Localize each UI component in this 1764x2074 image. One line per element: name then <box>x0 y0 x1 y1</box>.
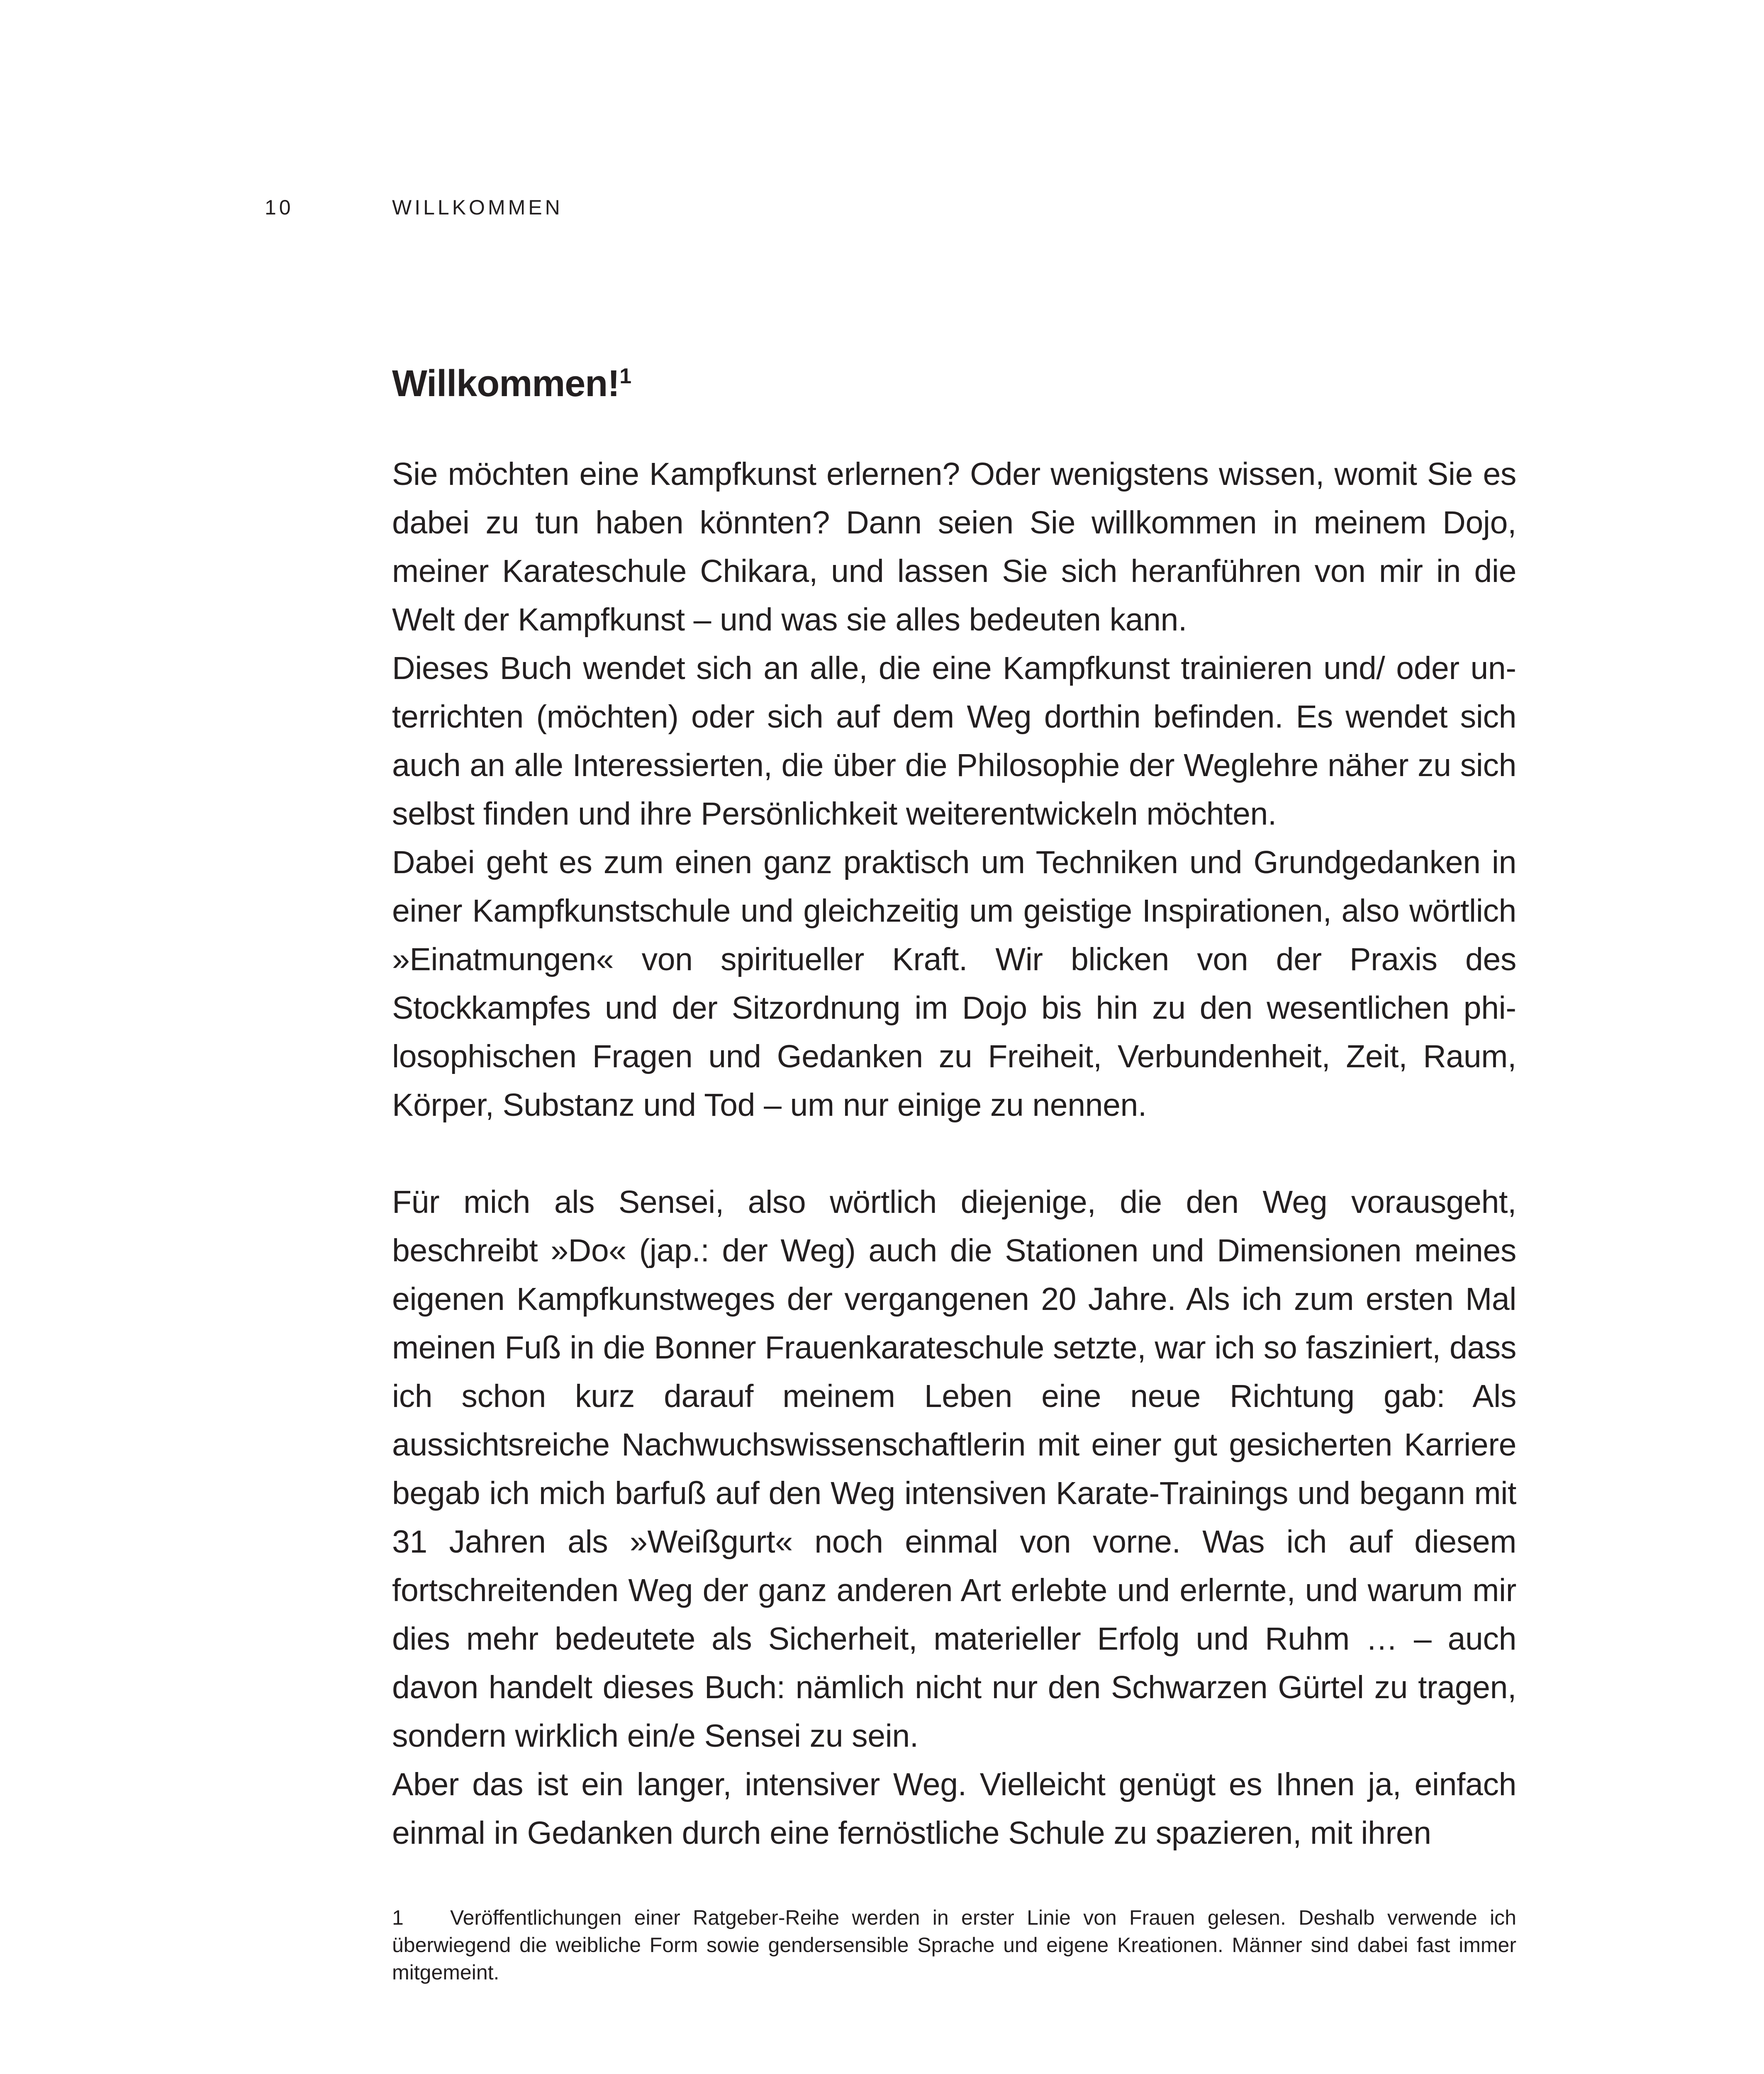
paragraph: Dieses Buch wendet sich an alle, die eine Kampfkunst trainieren und/ oder unterrichten (möchten) oder sich auf dem Weg dorthin befinden. Es wendet sich auch an alle Interessierten, die über die Philosophie der Weglehre näher zu sich selbst finden und ihre Persönlichkeit weiterentwickeln möchten. <box>392 650 1516 832</box>
running-title: WILLKOMMEN <box>392 196 563 219</box>
page-number: 10 <box>265 196 294 219</box>
chapter-title <box>392 361 1516 407</box>
paragraph: Sie möchten eine Kampfkunst erlernen? Oder wenigstens wissen, womit Sie es dabei zu tun haben könnten? Dann seien Sie willkommen in meinem Dojo, meiner Karateschule Chikara, und lassen Sie sich heranführen von mir in die Welt der Kampfkunst – und was sie alles bedeuten kann. <box>392 456 1516 638</box>
body-text <box>392 450 1516 1857</box>
running-head <box>0 195 1764 220</box>
paragraph: Aber das ist ein langer, intensiver Weg. Vielleicht genügt es Ihnen ja, einfach einmal in Gedanken durch eine fernöstliche Schule zu spazieren, mit ihren <box>392 1767 1516 1851</box>
footnote-number: 1 <box>392 1906 404 1929</box>
footnote-text: Veröffentlichungen einer Ratgeber-Reihe werden in erster Linie von Frauen gelesen. Deshalb verwende ich überwiegend die weibliche Form sowie gendersensible Sprache und eigene Kreationen. Männer sind dabei fast immer mitgemeint. <box>392 1906 1516 1984</box>
footnote <box>392 1904 1516 1986</box>
paragraph: Für mich als Sensei, also wörtlich diejenige, die den Weg vorausgeht, beschreibt »Do« (jap.: der Weg) auch die Stationen und Dimensionen meines eigenen Kampfkunstweges der vergangenen 20 Jahre. Als ich zum ersten Mal meinen Fuß in die Bonner Frauenkarateschule setzte, war ich so fasziniert, dass ich schon kurz darauf meinem Leben eine neue Richtung gab: Als aussichtsreiche Nachwuchswissenschaftlerin mit einer gut gesicherten Karriere begab ich mich barfuß auf den Weg intensiven Karate-Trainings und begann mit 31 Jahren als »Weißgurt« noch einmal von vorne. Was ich auf diesem fortschreitenden Weg der ganz anderen Art erlebte und erlernte, und warum mir dies mehr bedeutete als Sicherheit, materieller Erfolg und Ruhm … – auch davon handelt dieses Buch: nämlich nicht nur den Schwarzen Gürtel zu tragen, sondern wirklich ein/e Sensei zu sein. <box>392 1184 1516 1754</box>
paragraph: Dabei geht es zum einen ganz praktisch um Techniken und Grundgedanken in einer Kampfkunstschule und gleichzeitig um geistige Inspirationen, also wörtlich »Einatmungen« von spiritueller Kraft. Wir blicken von der Praxis des Stockkampfes und der Sitzordnung im Dojo bis hin zu den wesentlichen philosophischen Fragen und Gedanken zu Freiheit, Verbundenheit, Zeit, Raum, Körper, Substanz und Tod – um nur einige zu nennen. <box>392 845 1516 1123</box>
chapter-title-text: Willkommen! <box>392 363 620 404</box>
main-content <box>392 361 1516 1857</box>
footnote-reference: 1 <box>619 364 631 388</box>
